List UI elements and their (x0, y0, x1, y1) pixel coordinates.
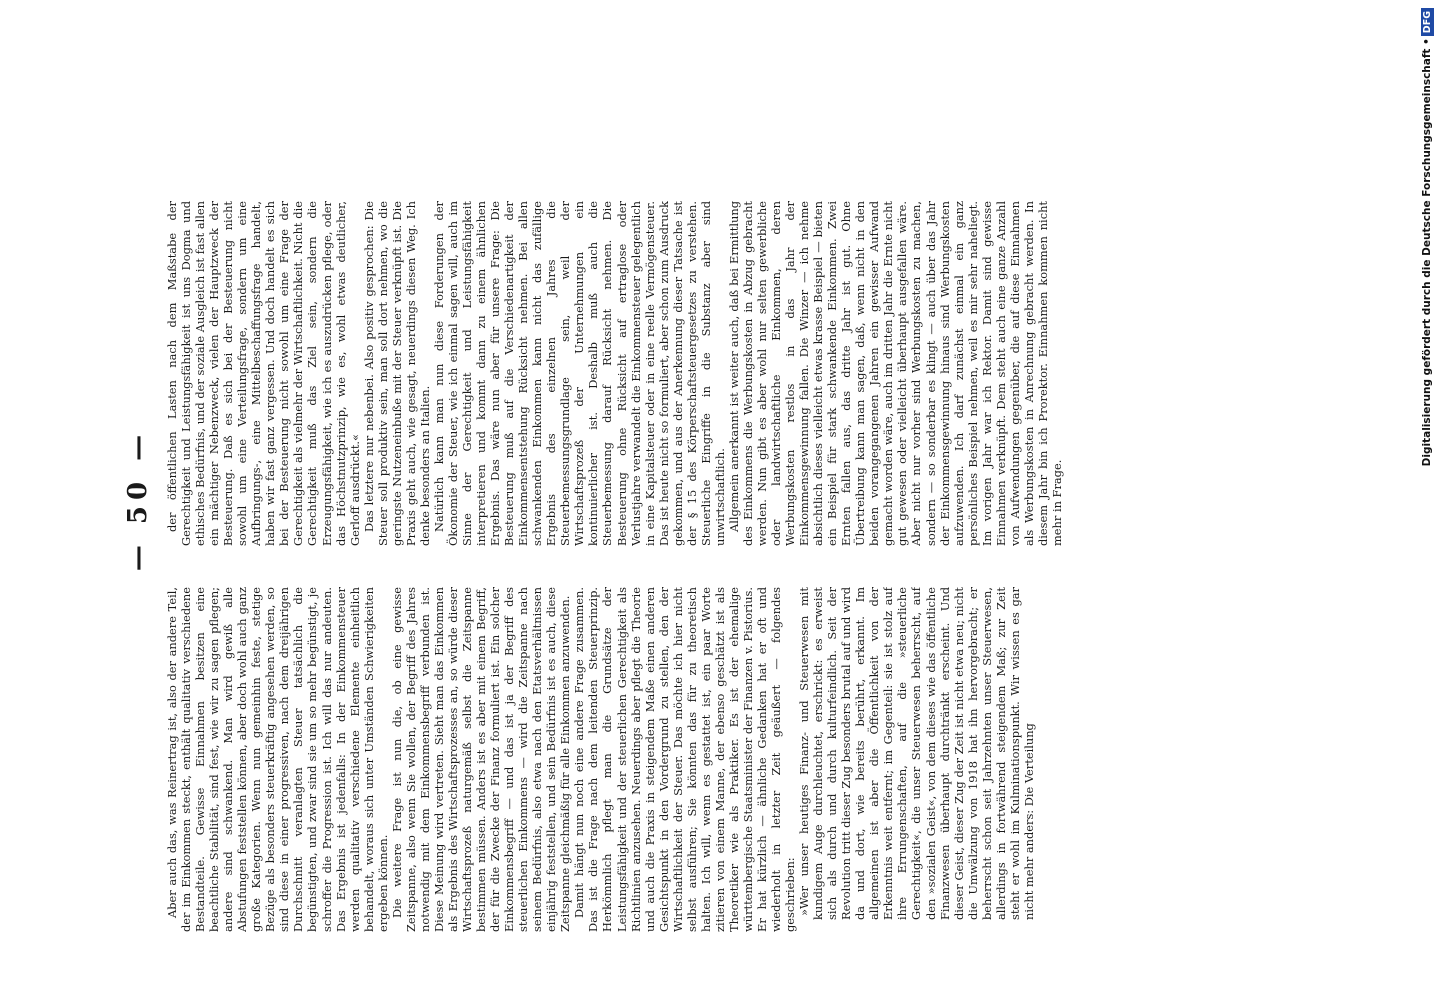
page-number: — 50 — (123, 428, 153, 572)
dfg-notice-text: Digitalisierung gefördert durch die Deutsche Forschungsgemeinschaft • (1421, 38, 1433, 467)
paragraph: Allgemein anerkannt ist weiter auch, daß bei Ermittlung des Einkommens die Werbungskosten in Abzug gebracht werden. Nun gibt es aber wohl nur selten gewerbliche oder landwirtschaftliche Einkommen, deren Werbungskosten restlos in das Jahr der Einkommensgewinnung fallen. Die Winzer — ich nehme absichtlich dieses vielleicht etwas krasse Beispiel — bieten ein Beispiel für stark schwankende Einkommen. Zwei Ernten fallen aus, das dritte Jahr ist gut. Ohne Übertreibung kann man sagen, daß, wenn nicht in den beiden vorangegangenen Jahren ein gewisser Aufwand gemacht worden wäre, auch im dritten Jahr die Ernte nicht gut gewesen oder vielleicht überhaupt ausgefallen wäre. Aber nicht nur vorher sind Werbungskosten zu machen, sondern — so sonderbar es klingt — auch über das Jahr der Einkommensgewinnung hinaus sind Werbungskosten aufzuwenden. Ich darf zunächst einmal ein ganz persönliches Beispiel nehmen, weil es mir sehr naheliegt. Im vorigen Jahr war ich Rektor. Damit sind gewisse Einnahmen verknüpft. Dem steht auch eine ganze Anzahl von Aufwendungen gegenüber, die auf diese Einnahmen als Werbungskosten in Anrechnung gebracht werden. In diesem Jahr bin ich Prorektor. Einnahmen kommen nicht mehr in Frage. (726, 201, 1064, 546)
paragraph: Das letztere nur nebenbei. Also positiv gesprochen: Die Steuer soll produktiv sein, man soll dort nehmen, wo die geringste Nutzeneinbuße mit der Steuer verknüpft ist. Die Praxis geht auch, wie gesagt, neuerdings diesen Weg. Ich denke besonders an Italien. (361, 201, 432, 546)
left-text-column (165, 587, 1355, 932)
paragraph: »Wer unser heutiges Finanz- und Steuerwesen mit kundigem Auge durchleuchtet, erschrickt: es erweist sich als durch und durch kulturfeindlich. Seit der Revolution tritt dieser Zug besonders brutal auf und wird da und dort, wie bereits berührt, erkannt. Im allgemeinen ist aber die Öffentlichkeit von der Erkenntnis weit entfernt; im Gegenteil: sie ist stolz auf ihre Errungenschaften, auf die »steuerliche Gerechtigkeit«, die unser Steuerwesen beherrscht, auf den »sozialen Geist«, von dem dieses wie das öffentliche Finanzwesen überhaupt durchtränkt erscheint. Und dieser Geist, dieser Zug der Zeit ist nicht etwa neu; nicht die Umwälzung von 1918 hat ihn hervorgebracht; er beherrscht schon seit Jahrzehnten unser Steuerwesen, allerdings in fortwährend steigendem Maß; zur Zeit steht er wohl im Kulminationspunkt. Wir wissen es gar nicht mehr anders: Die Verteilung (797, 587, 1036, 920)
rotated-scan-page (117, 50, 1377, 950)
dfg-logo: DFG (1421, 8, 1434, 36)
dfg-notice-text-wrapper (1418, 8, 1434, 992)
paragraph: Aber auch das, was Reinertrag ist, also der andere Teil, der im Einkommen steckt, enthält qualitativ verschiedene Bestandteile. Gewisse Einnahmen besitzen eine beachtliche Stabilität, sind fest, wie wir zu sagen pflegen; andere sind schwankend. Man wird gewiß alle Abstufungen feststellen können, aber doch wohl auch ganz große Kategorien. Wenn nun gemeinhin feste, stetige Bezüge als besonders steuerkräftig angesehen werden, so sind diese in einer progressiven, nach dem dreijährigen Durchschnitt veranlagten Steuer tatsächlich die begünstigten, und zwar sind sie um so mehr begünstigt, je schroffer die Progression ist. Ich will das nur andeuten. Das Ergebnis ist jedenfalls: In der Einkommensteuer werden qualitativ verschiedene Elemente einheitlich behandelt, woraus sich unter Umständen Schwierigkeiten ergeben können. (165, 587, 390, 932)
right-text-column (165, 201, 1355, 546)
paragraph: Damit hängt nun noch eine andere Frage zusammen. Das ist die Frage nach dem leitenden Steuerprinzip. Herkömmlich pflegt man die Grundsätze der Leistungsfähigkeit und der steuerlichen Gerechtigkeit als Richtlinien anzusehen. Neuerdings aber pflegt die Theorie und auch die Praxis in steigendem Maße einen anderen Gesichtspunkt in den Vordergrund zu stellen, den der Wirtschaftlichkeit der Steuer. Das möchte ich hier nicht selbst ausführen; Sie könnten das für zu theoretisch halten. Ich will, wenn es gestattet ist, ein paar Worte zitieren von einem Manne, der ebenso geschätzt ist als Theoretiker wie als Praktiker. Es ist der ehemalige württembergische Staatsminister der Finanzen v. Pistorius. Er hat kürzlich — ähnliche Gedanken hat er oft und wiederholt in letzter Zeit geäußert — folgendes geschrieben: (572, 587, 798, 932)
dfg-funding-notice (1418, 8, 1434, 992)
paragraph: der öffentlichen Lasten nach dem Maßstabe der Gerechtigkeit und Leistungsfähigkeit ist uns Dogma und ethisches Bedürfnis, und der soziale Ausgleich ist fast allen ein mächtiger Nebenzweck, vielen der Hauptzweck der Besteuerung. Daß es sich bei der Besteuerung nicht sowohl um eine Verteilungsfrage, sondern um eine Aufbringungs-, eine Mittelbeschaffungsfrage handelt, haben wir fast ganz vergessen. Und doch handelt es sich bei der Besteuerung nicht sowohl um eine Frage der Gerechtigkeit als vielmehr der Wirtschaftlichkeit. Nicht die Gerechtigkeit muß das Ziel sein, sondern die Erzeugungsfähigkeit, wie ich es auszudrücken pflege, oder das Höchstnutzprinzip, wie es, wohl etwas deutlicher, Gerloff ausdrückt.« (165, 201, 362, 546)
paragraph: Natürlich kann man nun diese Forderungen der Ökonomie der Steuer, wie ich einmal sagen will, auch im Sinne der Gerechtigkeit und Leistungsfähigkeit interpretieren und kommt dann zu einem ähnlichen Ergebnis. Das wäre nun aber für unsere Frage: Die Besteuerung muß auf die Verschiedenartigkeit der Einkommensentstehung Rücksicht nehmen. Bei allen schwankenden Einkommen kann nicht das zufällige Ergebnis des einzelnen Jahres die Steuerbemessungsgrundlage sein, weil der Wirtschaftsprozeß der Unternehmungen ein kontinuierlicher ist. Deshalb muß auch die Steuerbemessung darauf Rücksicht nehmen. Die Besteuerung ohne Rücksicht auf ertraglose oder Verlustjahre verwandelt die Einkommensteuer gelegentlich in eine Kapitalsteuer oder in eine reelle Vermögensteuer. Das ist heute nicht so formuliert, aber schon zum Ausdruck gekommen, und aus der Anerkennung dieser Tatsache ist der § 15 des Körperschaftsteuergesetzes zu verstehen. Steuerliche Eingriffe in die Substanz aber sind unwirtschaftlich. (431, 201, 727, 546)
paragraph: Die weitere Frage ist nun die, ob eine gewisse Zeitspanne, also wenn Sie wollen, der Begriff des Jahres notwendig mit dem Einkommensbegriff verbunden ist. Diese Meinung wird vertreten. Sieht man das Einkommen als Ergebnis des Wirtschaftsprozesses an, so würde dieser Wirtschaftsprozeß naturgemäß selbst die Zeitspanne bestimmen müssen. Anders ist es aber mit einem Begriff, der für die Zwecke der Finanz formuliert ist. Ein solcher Einkommensbegriff — und das ist ja der Begriff des steuerlichen Einkommens — wird die Zeitspanne nach seinem Bedürfnis, also etwa nach den Etatsverhältnissen einjährig feststellen, und sein Bedürfnis ist es auch, diese Zeitspanne gleichmäßig für alle Einkommen anzuwenden. (389, 587, 573, 932)
